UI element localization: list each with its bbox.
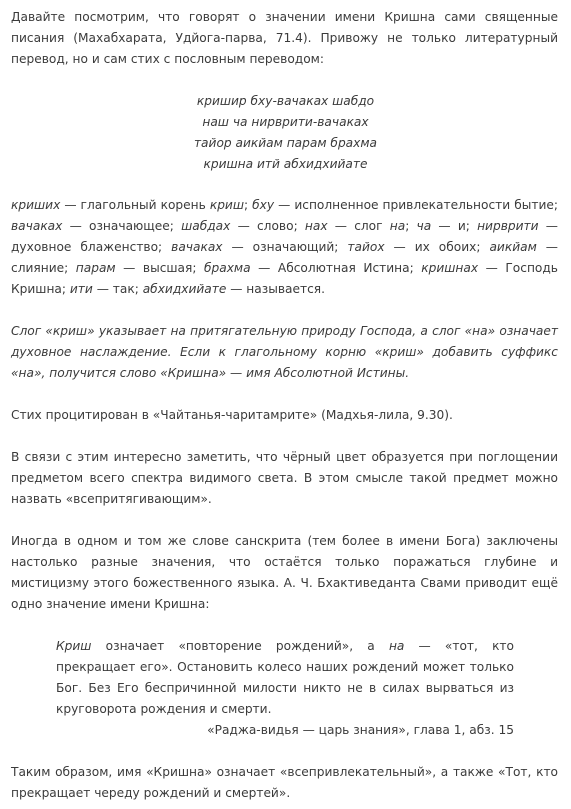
- citation-paragraph: Стих процитирован в «Чайтанья-чаритамрите» (Мадхья-лила, 9.30).: [11, 408, 453, 422]
- word-by-word-translation: [11, 195, 558, 300]
- glossary-term: парам: [75, 261, 116, 275]
- block-quote: [56, 636, 514, 720]
- glossary-term: нах: [304, 219, 328, 233]
- glossary-term: на: [389, 219, 406, 233]
- glossary-definition: — их обоих;: [384, 240, 490, 254]
- glossary-term: криш: [209, 198, 244, 212]
- intro-paragraph: Давайте посмотрим, что говорят о значении имени Кришна сами священные писания (Махабхарата, Удйога-парва, 71.4). Привожу не только литературный перевод, но и сам стих с пословным переводом:: [11, 10, 558, 66]
- glossary-term: тайох: [347, 240, 385, 254]
- glossary-definition: — исполненное привлекательности бытие;: [274, 198, 558, 212]
- glossary-term: абхидхийате: [142, 282, 227, 296]
- glossary-term: вачаках: [171, 240, 223, 254]
- glossary-definition: — высшая;: [115, 261, 204, 275]
- verse-line: кришир бху-вачаках шабдо: [196, 94, 375, 108]
- literary-translation: Слог «криш» указывает на притягательную природу Господа, а слог «на» означает духовное наслаждение. Если к глагольному корню «криш» добавить суффикс «на», получится слово «Кришна» — имя Абсолютной Истины.: [11, 324, 558, 380]
- glossary-term: вачаках: [11, 219, 63, 233]
- meanings-paragraph: Иногда в одном и том же слове санскрита (тем более в имени Бога) заключены настолько разные значения, что остаётся только поражаться глубине и мистицизму этого божественного языка. А. Ч. Бхактиведанта Свами приводит ещё одно значение имени Кришна:: [11, 534, 558, 611]
- glossary-definition: ;: [244, 198, 253, 212]
- glossary-definition: — означающий;: [222, 240, 348, 254]
- glossary-definition: — слог: [327, 219, 390, 233]
- conclusion-paragraph: Таким образом, имя «Кришна» означает «всепривлекательный», а также «Тот, кто прекращает череду рождений и смертей».: [11, 765, 558, 800]
- glossary-term: шабдах: [181, 219, 231, 233]
- glossary-definition: — духовное блаженство;: [11, 219, 558, 254]
- glossary-term: аикйам: [489, 240, 537, 254]
- glossary-definition: — слово;: [230, 219, 305, 233]
- quote-source: «Раджа-видья — царь знания», глава 1, абз. 15: [207, 723, 514, 737]
- glossary-term: ити: [69, 282, 93, 296]
- glossary-term: ча: [416, 219, 432, 233]
- quote-text: — «тот, кто прекращает его». Остановить колесо наших рождений может только Бог. Без Его беспричинной милости никто не в силах вырваться из круговорота рождения и смерти.: [56, 639, 514, 716]
- glossary-term: брахма: [204, 261, 251, 275]
- quote-text: означает «повторение рождений», а: [91, 639, 389, 653]
- glossary-term: кришнах: [421, 261, 479, 275]
- glossary-definition: — глагольный корень: [60, 198, 210, 212]
- glossary-term: бху: [252, 198, 275, 212]
- verse-line: тайор аикйам парам брахма: [193, 136, 378, 150]
- glossary-definition: — Абсолютная Истина;: [250, 261, 422, 275]
- glossary-definition: — так;: [92, 282, 143, 296]
- glossary-definition: — называется.: [226, 282, 326, 296]
- glossary-definition: — слияние;: [11, 240, 558, 275]
- quote-word-na: на: [388, 639, 405, 653]
- quote-word-krish: Криш: [56, 639, 92, 653]
- glossary-term: нирврити: [477, 219, 539, 233]
- glossary-definition: — и;: [431, 219, 478, 233]
- glossary-definition: — означающее;: [62, 219, 182, 233]
- glossary-definition: ;: [405, 219, 417, 233]
- sanskrit-verse: [0, 91, 571, 175]
- verse-line: наш ча нирврити-вачаках: [202, 115, 369, 129]
- black-color-paragraph: В связи с этим интересно заметить, что чёрный цвет образуется при поглощении предметом всего спектра видимого света. В этом смысле такой предмет можно назвать «всепритягивающим».: [11, 450, 558, 506]
- verse-line: кришна итй абхидхийате: [203, 157, 368, 171]
- glossary-definition: — Господь Кришна;: [11, 261, 558, 296]
- glossary-term: кришиx: [11, 198, 61, 212]
